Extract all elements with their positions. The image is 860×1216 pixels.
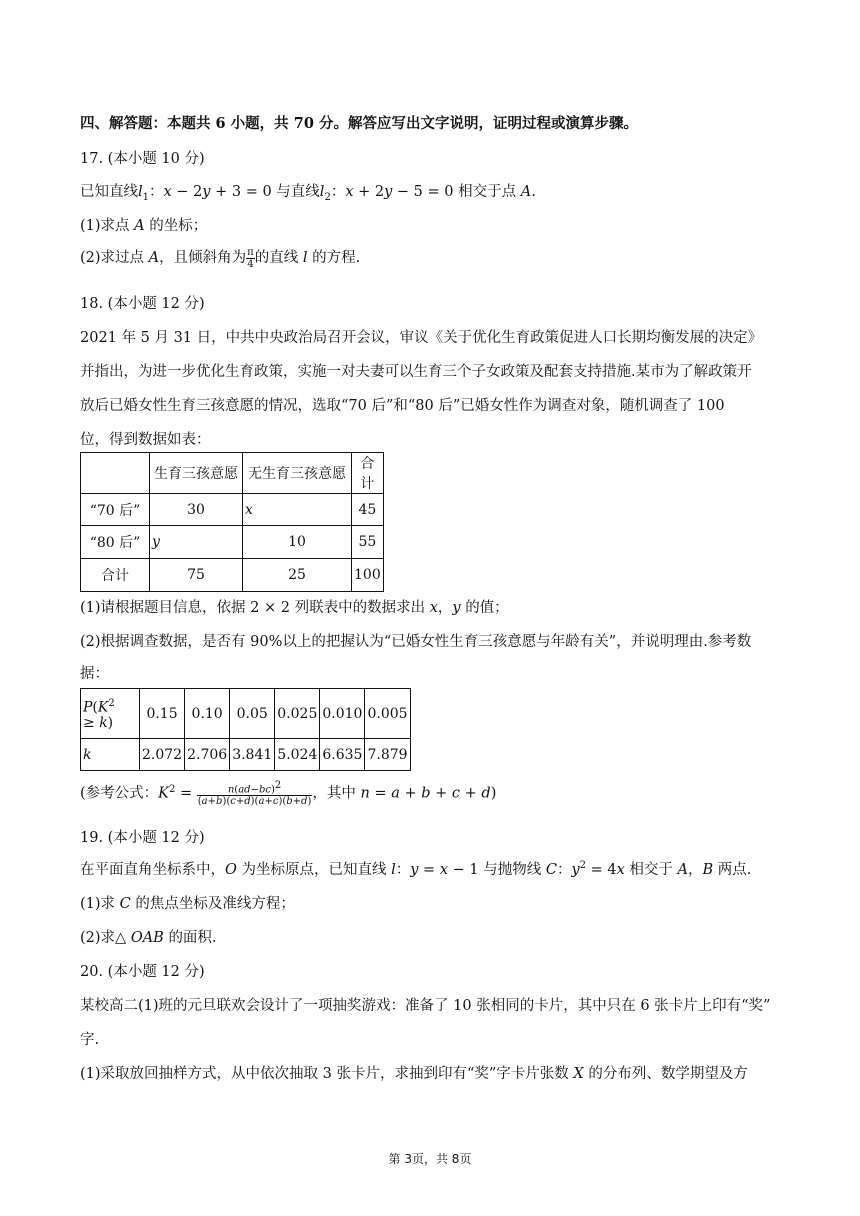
q20-header: 20. (本小题 12 分) [80,964,205,980]
ref-k-cell: 3.841 [230,739,275,771]
q17-header: 17. (本小题 10 分) [80,151,205,167]
q18-part2-line1: (2)根据调查数据，是否有 90%以上的把握认为“已婚女性生育三孩意愿与年龄有关”，并说明理由.参考数 [80,634,752,650]
table-cell: “70 后” [81,494,150,526]
ref-p-cell: 0.025 [275,689,320,739]
q18-line-1: 2021 年 5 月 31 日，中共中央政治局召开会议，审议《关于优化生育政策促进人口长期均衡发展的决定》 [80,330,763,346]
ref-row-label-p: $P(K^2$ ≥ k) [81,689,140,739]
ref-p-cell: 0.05 [230,689,275,739]
table-cell: 10 [243,526,352,559]
ref-p-cell: 0.005 [365,689,410,739]
q17-stem: 已知直线$l_1$：x − 2y + 3 = 0 与直线$l_2$：x + 2y − 5 = 0 相交于点 A. [80,184,536,203]
table-cell: 45 [352,494,384,526]
ref-k-cell: 7.879 [365,739,410,771]
q18-line-4: 位，得到数据如表： [80,432,211,448]
ref-k-cell: 5.024 [275,739,320,771]
section-title: 四、解答题：本题共 6 小题，共 70 分。解答应写出文字说明，证明过程或演算步骤。 [80,115,638,132]
ref-p-cell: 0.10 [185,689,230,739]
reference-table [80,688,411,771]
table-cell: 55 [352,526,384,559]
q17-part1: (1)求点 A 的坐标； [80,218,208,234]
q18-formula: (参考公式：$K^2$ = $\frac{n(ad-bc)^2}{(a+b)(c+d)(a+c)(b+d)}$ ，其中 n = a + b + c + d) [80,780,497,808]
table-header-cell: 无生育三孩意愿 [243,453,352,494]
table-cell: 75 [150,559,243,592]
table-cell: “80 后” [81,526,150,559]
ref-p-cell: 0.15 [140,689,185,739]
q20-line-2: 字. [80,1032,100,1048]
table-cell: y [150,526,243,559]
q18-line-3: 放后已婚女性生育三孩意愿的情况，选取“70 后”和“80 后”已婚女性作为调查对象，随机调查了 100 [80,398,725,414]
page-footer: 第 3页，共 8页 [388,1152,472,1166]
q19-header: 19. (本小题 12 分) [80,830,205,846]
q19-part2: (2)求△ OAB 的面积. [80,930,217,946]
q18-part1: (1)请根据题目信息，依据 2 × 2 列联表中的数据求出 x，y 的值； [80,600,509,616]
q19-part1: (1)求 C 的焦点坐标及准线方程； [80,896,295,912]
q18-header: 18. (本小题 12 分) [80,296,205,312]
table-cell: x [243,494,352,526]
q18-part2-line2: 据： [80,666,109,682]
table-header-cell [81,453,150,494]
q18-line-2: 并指出，为进一步优化生育政策，实施一对夫妻可以生育三个子女政策及配套支持措施.某市为了解政策开 [80,364,752,380]
ref-k-cell: 2.706 [185,739,230,771]
ref-row-label-k: k [81,739,140,771]
table-cell: 100 [352,559,384,592]
ref-p-cell: 0.010 [320,689,365,739]
table-header-cell: 生育三孩意愿 [150,453,243,494]
q20-line-1: 某校高二(1)班的元旦联欢会设计了一项抽奖游戏：准备了 10 张相同的卡片，其中只在 6 张卡片上印有“奖” [80,998,771,1014]
ref-k-cell: 2.072 [140,739,185,771]
table-cell: 25 [243,559,352,592]
table-header-cell: 合计 [352,453,384,494]
table-cell: 合计 [81,559,150,592]
ref-k-cell: 6.635 [320,739,365,771]
contingency-table [80,452,384,592]
q17-part2: (2)求过点 A，且倾斜角为 $\frac{\pi}{4}$ 的直线 l 的方程. [80,246,361,270]
table-cell: 30 [150,494,243,526]
q20-part1: (1)采取放回抽样方式，从中依次抽取 3 张卡片，求抽到印有“奖”字卡片张数 X 的分布列、数学期望及方 [80,1066,748,1082]
q19-stem: 在平面直角坐标系中，O 为坐标原点，已知直线 l：y = x − 1 与抛物线 C：$y^2 = 4x$ 相交于 A，B 两点. [80,860,752,878]
